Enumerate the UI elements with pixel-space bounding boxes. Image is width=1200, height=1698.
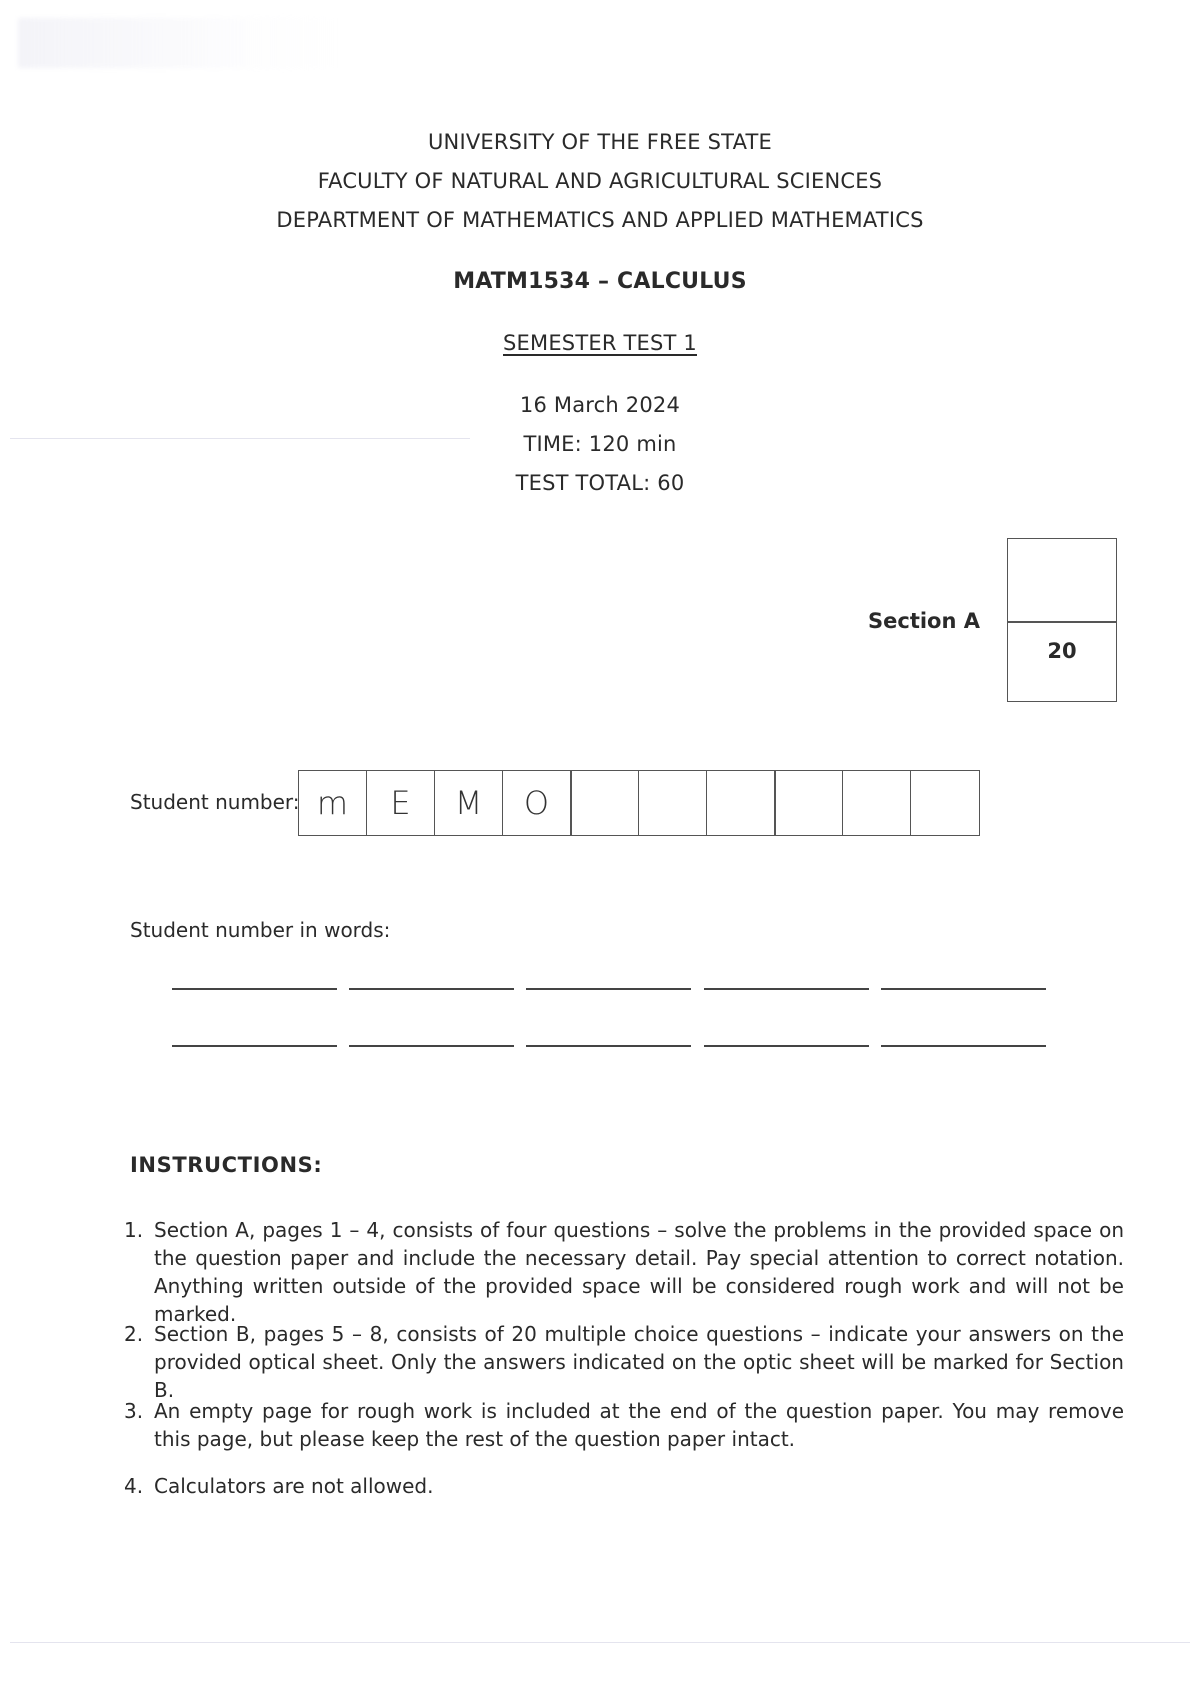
instruction-item [124,1397,1124,1453]
word-blank[interactable] [349,988,514,990]
department-name: DEPARTMENT OF MATHEMATICS AND APPLIED MATHEMATICS [276,208,924,232]
student-number-cell[interactable] [707,771,775,835]
instruction-text: Calculators are not allowed. [154,1474,434,1498]
student-number-cell[interactable] [911,771,979,835]
test-date: 16 March 2024 [519,393,681,417]
word-blank[interactable] [172,988,337,990]
instruction-number: 2. [124,1322,144,1346]
instruction-item [124,1320,1124,1404]
student-number-cell[interactable] [843,771,911,835]
word-blank[interactable] [704,988,869,990]
section-a-label: Section A [868,609,980,633]
section-a-score-box [1007,538,1117,702]
word-blank[interactable] [172,1045,337,1047]
instructions-heading: INSTRUCTIONS: [130,1153,323,1177]
test-total: TEST TOTAL: 60 [515,471,685,495]
student-number-cell[interactable] [639,771,707,835]
test-name [0,331,1200,355]
student-number-cell[interactable]: O [503,771,571,835]
student-number-cell[interactable]: m [299,771,367,835]
instruction-text: Section A, pages 1 – 4, consists of four questions – solve the problems in the provided space on the question paper and include the necessary detail. Pay special attention to correct notation. Anything written outside of the provided space will be considered rough work and will not be marked. [154,1218,1124,1326]
faculty-name: FACULTY OF NATURAL AND AGRICULTURAL SCIENCES [317,169,883,193]
scan-artifact [18,18,338,68]
word-blank[interactable] [349,1045,514,1047]
instruction-item [124,1472,1124,1500]
test-time: TIME: 120 min [523,432,677,456]
instruction-text: An empty page for rough work is included at the end of the question paper. You may remove this page, but please keep the rest of the question paper intact. [154,1399,1124,1451]
word-blank[interactable] [881,988,1046,990]
scan-artifact [10,1642,1190,1643]
student-number-cell[interactable] [571,771,639,835]
instruction-text: Section B, pages 5 – 8, consists of 20 multiple choice questions – indicate your answers on the provided optical sheet. Only the answers indicated on the optic sheet will be marked for Section B. [154,1322,1124,1402]
student-number-label: Student number: [130,790,300,814]
word-blank[interactable] [881,1045,1046,1047]
section-a-score-field[interactable] [1008,539,1116,621]
test-name-text: SEMESTER TEST 1 [503,331,697,355]
university-name: UNIVERSITY OF THE FREE STATE [427,130,773,154]
student-number-cell[interactable]: E [367,771,435,835]
instruction-number: 3. [124,1399,144,1423]
course-title: MATM1534 – CALCULUS [453,269,747,294]
student-number-cell[interactable] [775,771,843,835]
student-number-cell[interactable]: M [435,771,503,835]
instruction-number: 1. [124,1218,144,1242]
score-divider [1008,621,1116,623]
instruction-item [124,1216,1124,1328]
student-number-grid [298,770,980,836]
section-a-max-score: 20 [1047,639,1077,663]
word-blank[interactable] [526,988,691,990]
word-blank[interactable] [526,1045,691,1047]
word-blank[interactable] [704,1045,869,1047]
instruction-number: 4. [124,1474,144,1498]
student-number-words-label: Student number in words: [130,918,391,942]
